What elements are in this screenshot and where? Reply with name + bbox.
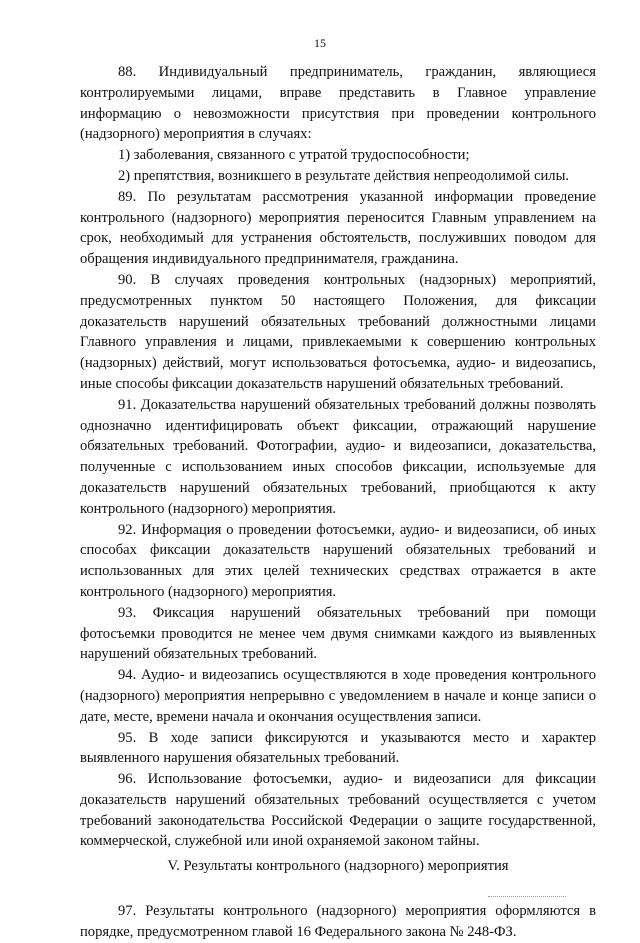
- paragraph-91: 91. Доказательства нарушений обязательных требований должны позволять однозначно идентифицировать объект фиксации, отражающий нарушение обязательных требований. Фотографии, аудио- и видеозаписи, доказательства, полученные с использованием иных способов фиксации, используемые для доказательств нарушений обязательных требований, приобщаются к акту контрольного (надзорного) мероприятия.: [80, 396, 596, 517]
- scan-artifact-line: [488, 896, 566, 898]
- paragraph-93: 93. Фиксация нарушений обязательных требований при помощи фотосъемки проводится не менее чем двумя снимками каждого из выявленных нарушений обязательных требований.: [80, 604, 596, 663]
- paragraph-92: 92. Информация о проведении фотосъемки, аудио- и видеозаписи, об иных способах фиксации доказательств нарушений обязательных требований и использованных для этих целей технических средствах отражается в акте контрольного (надзорного) мероприятия.: [80, 521, 596, 600]
- paragraph-96: 96. Использование фотосъемки, аудио- и видеозаписи для фиксации доказательств нарушений обязательных требований осуществляется с учетом требований законодательства Российской Федерации о защите государственной, коммерческой, служебной или иной охраняемой законом тайны.: [80, 771, 596, 850]
- section-heading-v: V. Результаты контрольного (надзорного) мероприятия: [167, 858, 509, 875]
- paragraph-88: 88. Индивидуальный предприниматель, гражданин, являющиеся контролируемыми лицами, вправе представить в Главное управление информацию о невозможности присутствия при проведении контрольного (надзорного) мероприятия в случаях:: [80, 64, 596, 143]
- paragraph-94: 94. Аудио- и видеозапись осуществляются в ходе проведения контрольного (надзорного) мероприятия непрерывно с уведомлением в начале и конце записи о дате, месте, времени начала и окончания осуществления записи.: [80, 667, 596, 725]
- paragraph-90: 90. В случаях проведения контрольных (надзорных) мероприятий, предусмотренных пунктом 50 настоящего Положения, для фиксации доказательств нарушений обязательных требований должностными лицами Главного управления и лицами, привлекаемыми к совершению контрольных (надзорных) действий, могут использоваться фотосъемка, аудио- и видеозапись, иные способы фиксации доказательств нарушений обязательных требований.: [80, 271, 596, 392]
- page-number: 15: [314, 36, 326, 50]
- document-body: [80, 62, 596, 943]
- paragraph-97: 97. Результаты контрольного (надзорного) мероприятия оформляются в порядке, предусмотренном главой 16 Федерального закона № 248-ФЗ.: [80, 903, 596, 940]
- paragraph-95: 95. В ходе записи фиксируются и указываются место и характер выявленного нарушения обязательных требований.: [80, 729, 596, 767]
- paragraph-88-item-2: 2) препятствия, возникшего в результате действия непреодолимой силы.: [118, 167, 570, 184]
- paragraph-89: 89. По результатам рассмотрения указанной информации проведение контрольного (надзорного) мероприятия переносится Главным управлением на срок, необходимый для устранения обстоятельств, послуживших поводом для обращения индивидуального предпринимателя, гражданина.: [80, 188, 596, 268]
- paragraph-88-item-1: 1) заболевания, связанного с утратой трудоспособности;: [118, 147, 470, 164]
